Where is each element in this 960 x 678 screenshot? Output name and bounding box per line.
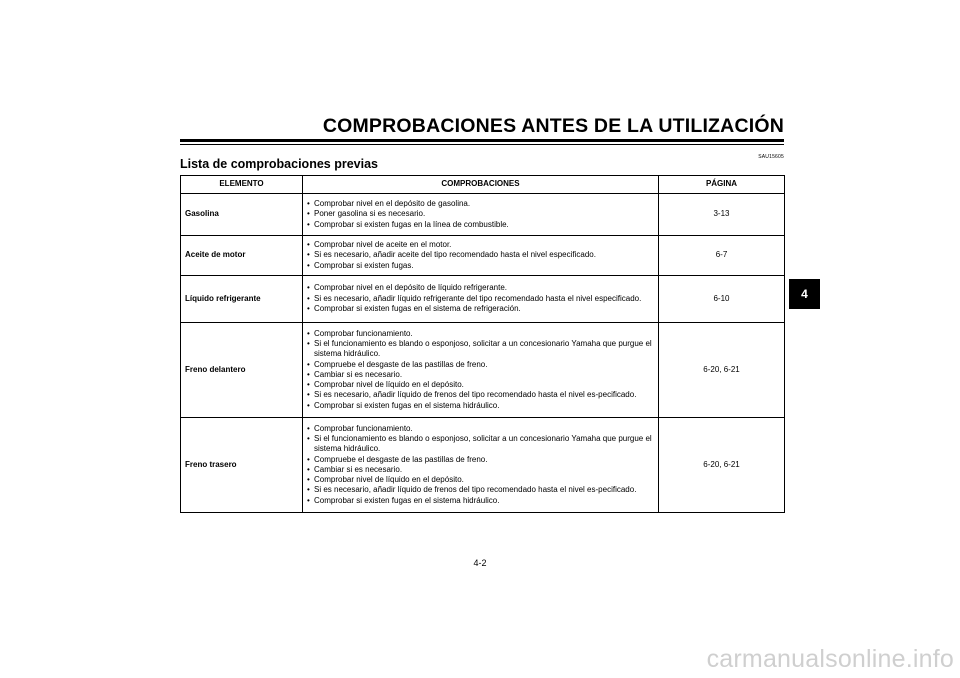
check-item: • Si es necesario, añadir líquido de frenos del tipo recomendado hasta el nivel es-pecificado. [307, 390, 654, 400]
row-checks [303, 236, 659, 276]
check-item: • Comprobar nivel en el depósito de líquido refrigerante. [307, 283, 654, 293]
check-item: • Cambiar si es necesario. [307, 465, 654, 475]
check-item: • Si el funcionamiento es blando o esponjoso, solicitar a un concesionario Yamaha que purgue el sistema hidráulico. [307, 339, 654, 360]
check-item: • Comprobar nivel de líquido en el depósito. [307, 380, 654, 390]
check-item: • Poner gasolina si es necesario. [307, 209, 654, 219]
header-rule-thick [180, 139, 784, 142]
check-item: • Comprobar funcionamiento. [307, 424, 654, 434]
check-item: • Comprobar si existen fugas en la línea de combustible. [307, 220, 654, 230]
check-item: • Cambiar si es necesario. [307, 370, 654, 380]
watermark: carmanualsonline.info [706, 645, 954, 673]
column-header-page: PÁGINA [659, 176, 785, 194]
checklist-table [180, 175, 785, 513]
document-code: SAU15605 [758, 154, 784, 160]
check-item: • Comprobar funcionamiento. [307, 329, 654, 339]
row-element-name: Freno trasero [181, 417, 303, 512]
check-item: • Comprobar nivel de líquido en el depósito. [307, 475, 654, 485]
check-item: • Comprobar si existen fugas. [307, 261, 654, 271]
check-item: • Si es necesario, añadir aceite del tipo recomendado hasta el nivel especificado. [307, 250, 654, 260]
checks-list [307, 283, 654, 314]
check-item: • Comprobar si existen fugas en el sistema de refrigeración. [307, 304, 654, 314]
table-row [181, 417, 785, 512]
row-page-reference: 3-13 [659, 194, 785, 236]
table-row [181, 322, 785, 417]
row-checks [303, 417, 659, 512]
row-element-name: Gasolina [181, 194, 303, 236]
column-header-checks: COMPROBACIONES [303, 176, 659, 194]
checks-list [307, 199, 654, 230]
check-item: • Comprobar nivel de aceite en el motor. [307, 240, 654, 250]
row-page-reference: 6-20, 6-21 [659, 417, 785, 512]
check-item: • Compruebe el desgaste de las pastillas de freno. [307, 360, 654, 370]
row-element-name: Freno delantero [181, 322, 303, 417]
row-page-reference: 6-7 [659, 236, 785, 276]
table-row [181, 275, 785, 322]
check-item: • Si es necesario, añadir líquido de frenos del tipo recomendado hasta el nivel es-pecificado. [307, 485, 654, 495]
check-item: • Comprobar si existen fugas en el sistema hidráulico. [307, 401, 654, 411]
row-checks [303, 322, 659, 417]
row-checks [303, 194, 659, 236]
page-number: 4-2 [473, 558, 487, 568]
row-page-reference: 6-20, 6-21 [659, 322, 785, 417]
row-element-name: Líquido refrigerante [181, 275, 303, 322]
header-rule-thin [180, 144, 784, 145]
chapter-tab[interactable]: 4 [789, 279, 820, 309]
checks-list [307, 424, 654, 506]
row-checks [303, 275, 659, 322]
column-header-element: ELEMENTO [181, 176, 303, 194]
row-page-reference: 6-10 [659, 275, 785, 322]
check-item: • Comprobar si existen fugas en el sistema hidráulico. [307, 496, 654, 506]
table-row [181, 236, 785, 276]
check-item: • Compruebe el desgaste de las pastillas de freno. [307, 455, 654, 465]
check-item: • Comprobar nivel en el depósito de gasolina. [307, 199, 654, 209]
table-body [181, 194, 785, 513]
table-row [181, 194, 785, 236]
checks-list [307, 240, 654, 271]
table-header-row [181, 176, 785, 194]
check-item: • Si el funcionamiento es blando o esponjoso, solicitar a un concesionario Yamaha que purgue el sistema hidráulico. [307, 434, 654, 455]
checks-list [307, 329, 654, 411]
row-element-name: Aceite de motor [181, 236, 303, 276]
section-title: Lista de comprobaciones previas [180, 157, 378, 171]
chapter-title: COMPROBACIONES ANTES DE LA UTILIZACIÓN [322, 115, 784, 137]
check-item: • Si es necesario, añadir líquido refrigerante del tipo recomendado hasta el nivel especificado. [307, 294, 654, 304]
